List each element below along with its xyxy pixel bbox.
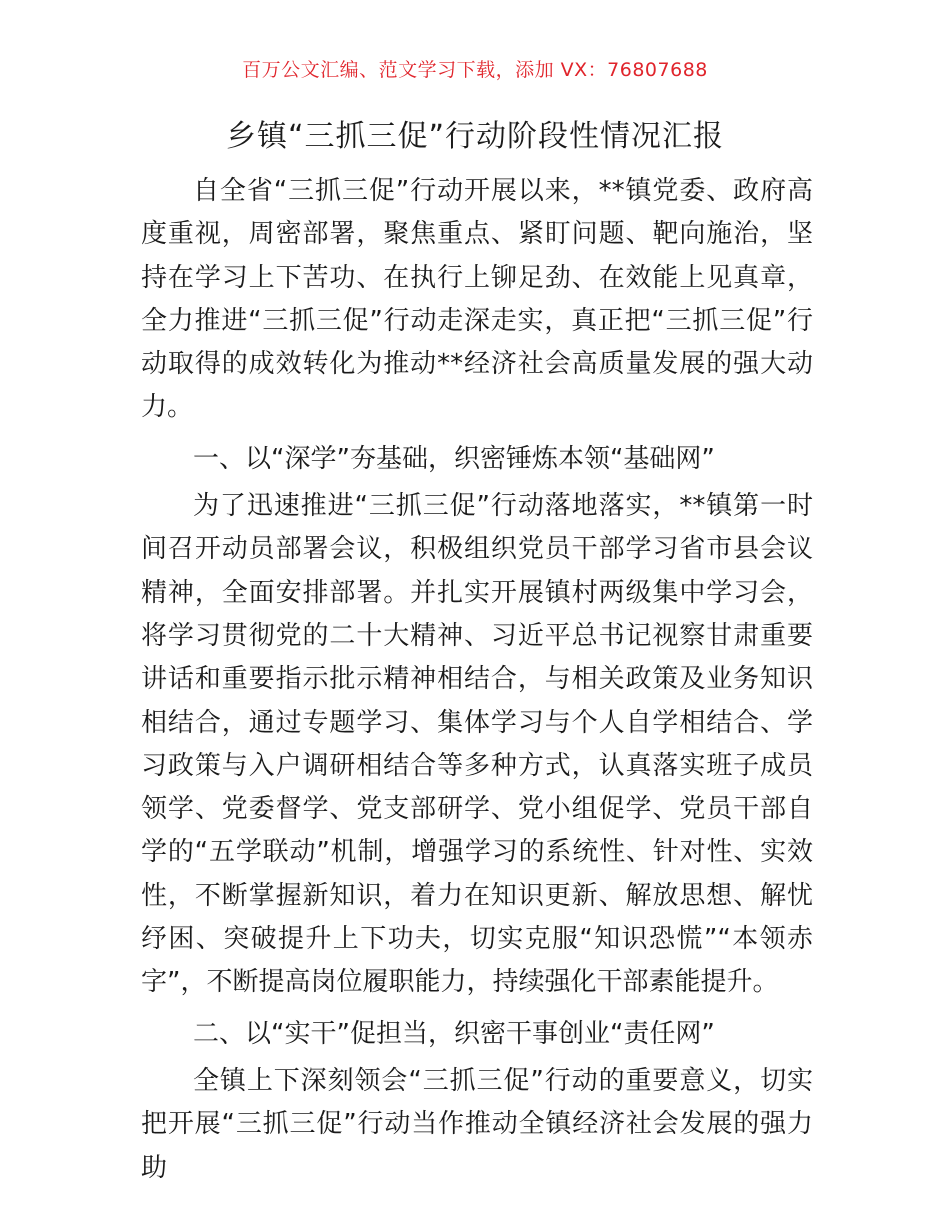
section-heading-1: 一、以“深学”夯基础，织密锤炼本领“基础网” [193,443,715,474]
section-heading-2: 二、以“实干”促担当，织密干事创业“责任网” [193,1018,715,1049]
section-1-paragraph: 为了迅速推进“三抓三促”行动落地落实，**镇第一时间召开动员部署会议，积极组织党员干部学习省市县会议精神，全面安排部署。并扎实开展镇村两级集中学习会，将学习贯彻党的二十大精神、习近平总书记视察甘肃重要讲话和重要指示批示精神相结合，与相关政策及业务知识相结合，通过专题学习、集体学习与个人自学相结合、学习政策与入户调研相结合等多种方式，认真落实班子成员领学、党委督学、党支部研学、党小组促学、党员干部自学的“五学联动”机制，增强学习的系统性、针对性、实效性，不断掌握新知识，着力在知识更新、解放思想、解忧纾困、突破提升上下功夫，切实克服“知识恐慌”“本领赤字”，不断提高岗位履职能力，持续强化干部素能提升。 [141,491,813,998]
watermark-header: 百万公文汇编、范文学习下载，添加 VX：76807688 [242,59,708,81]
section-2-paragraph: 全镇上下深刻领会“三抓三促”行动的重要意义，切实把开展“三抓三促”行动当作推动全镇经济社会发展的强力助 [141,1065,813,1183]
document-title: 乡镇“三抓三促”行动阶段性情况汇报 [225,119,725,154]
intro-paragraph: 自全省“三抓三促”行动开展以来，**镇党委、政府高度重视，周密部署，聚焦重点、紧盯问题、靶向施治，坚持在学习上下苦功、在执行上铆足劲、在效能上见真章，全力推进“三抓三促”行动走深走实，真正把“三抓三促”行动取得的成效转化为推动**经济社会高质量发展的强大动力。 [141,176,813,423]
document-body [141,170,813,1190]
